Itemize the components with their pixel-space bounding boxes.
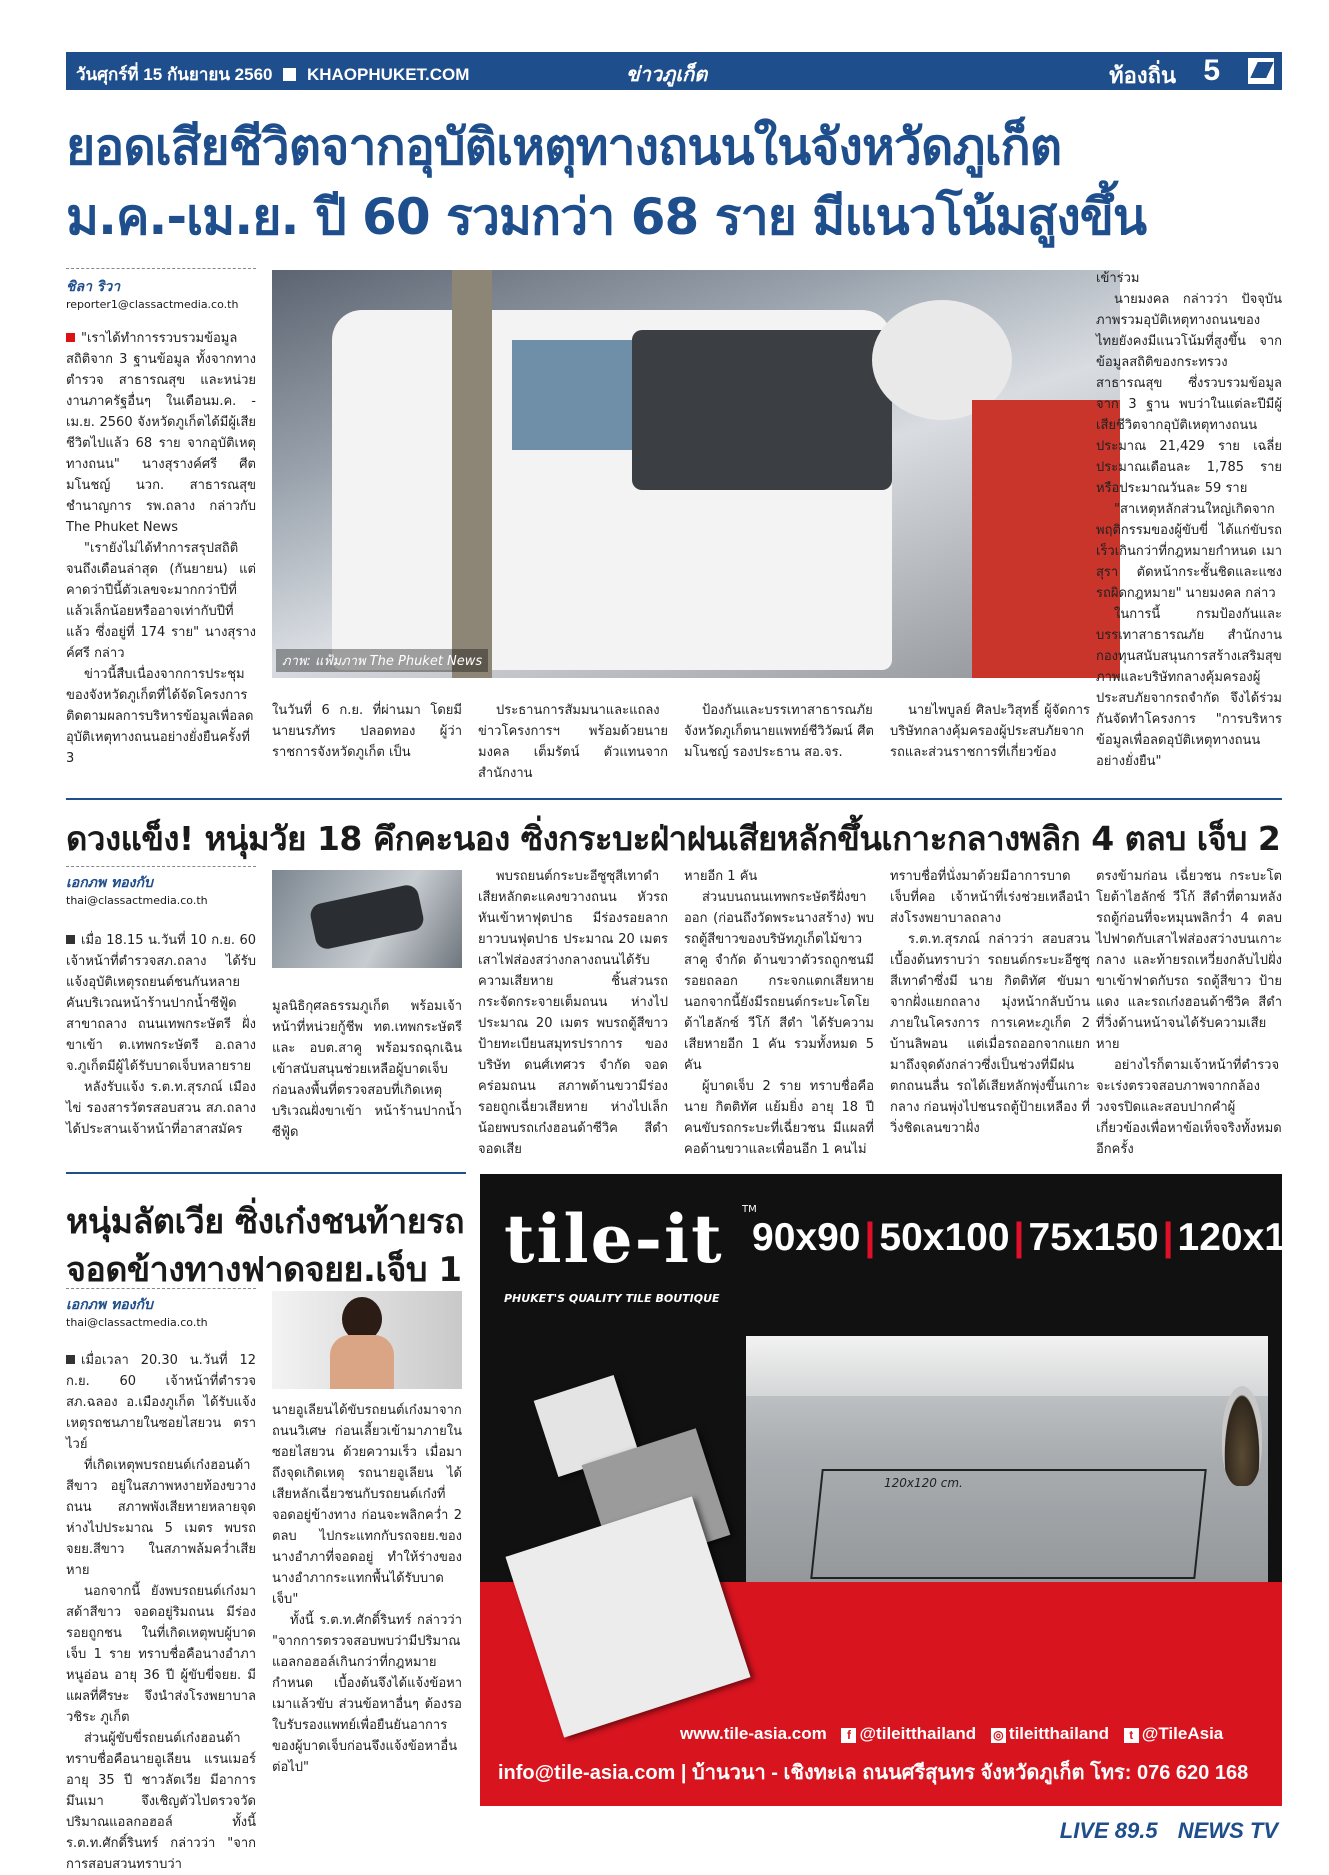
story1-column-2 (272, 700, 462, 763)
story1-column-6 (1096, 268, 1282, 772)
paragraph: ป้องกันและบรรเทาสาธารณภัยจังหวัดภูเก็ตนายแพทย์ชีวิวัฒน์ ศีตมโนชญ์ รองประธาน สอ.จร. (684, 700, 874, 763)
tile-outline (810, 1469, 1207, 1579)
story2-column-6 (1096, 866, 1282, 1160)
facebook-icon: f (841, 1728, 856, 1743)
story2-column-3 (478, 866, 668, 1160)
bullet-icon (66, 935, 75, 944)
section-name: ท้องถิ่น (1109, 58, 1176, 93)
paragraph: ในการนี้ กรมป้องกันและบรรเทาสาธารณภัย สำนักงานกองทุนสนับสนุนการสร้างเสริมสุขภาพและบริษัทกลางคุ้มครองผู้ประสบภัยจากรถจำกัด จึงได้ร่วมกันจัดทำโครงการ "การบริหารข้อมูลเพื่อลดอุบัติเหตุทางถนนอย่างยั่งยืน" (1096, 604, 1282, 772)
website-link[interactable]: www.tile-asia.com (680, 1724, 827, 1743)
author-name: เอกภพ ทองกับ (66, 1294, 208, 1316)
headline-line-1: หนุ่มลัตเวีย ซิ่งเก๋งชนท้ายรถ (66, 1198, 466, 1246)
size-label: 50x100 (879, 1216, 1009, 1259)
square-icon (283, 68, 296, 81)
overturned-truck-photo (272, 870, 462, 968)
story3-column-2 (272, 1400, 462, 1778)
paragraph: ส่วนบนถนนเทพกระษัตรีฝั่งขาออก (ก่อนถึงวัดพระนางสร้าง) พบรถตู้สีขาวของบริษัทภูเก็ตไม้ขาวสาคู จำกัด ด้านขวาตัวรถถูกชนมีรอยถลอก กระจกแตกเสียหาย นอกจากนี้ยังมีรถยนต์กระบะโตโยต้าไฮลักซ์ วีโก้ สีดำ ได้รับความเสียหายอีก 1 คัน รวมทั้งหมด 5 คัน (684, 887, 874, 1076)
ad-tagline: PHUKET'S QUALITY TILE BOUTIQUE (504, 1292, 720, 1305)
paragraph: เข้าร่วม (1096, 268, 1282, 289)
paragraph: ผู้บาดเจ็บ 2 ราย ทราบชื่อคือ นาย กิตติทัศ แย้มยิ่ง อายุ 18 ปี คนขับรถกระบะที่เฉี่ยวชน มีแผลที่คอด้านขวาและเพื่อนอีก 1 คนไม่ (684, 1076, 874, 1160)
paragraph: เมื่อเวลา 20.30 น.วันที่ 12 ก.ย. 60 เจ้าหน้าที่ตำรวจสภ.ฉลอง อ.เมืองภูเก็ต ได้รับแจ้งเหตุรถชนภายในซอยไสยวน ตราไวย์ (66, 1353, 256, 1452)
ad-social-links (680, 1724, 1223, 1744)
story2-column-5 (890, 866, 1090, 1139)
section-divider (66, 798, 1282, 800)
story2-column-4 (684, 866, 874, 1160)
paragraph: นายมงคล กล่าวว่า ปัจจุบันภาพรวมอุบัติเหตุทางถนนของไทยยังคงมีแนวโน้มที่สูงขึ้น จากข้อมูลสถิติของกระทรวงสาธารณสุข ซึ่งรวบรวมข้อมูลจาก 3 ฐาน พบว่าในแต่ละปีมีผู้เสียชีวิตจากอุบัติเหตุทางถนนประมาณ 21,429 ราย เฉลี่ยประมาณเดือนละ 1,785 ราย หรือประมาณวันละ 59 ราย (1096, 289, 1282, 499)
trademark: TM (742, 1204, 757, 1215)
byline (66, 1294, 208, 1329)
author-name: ชิลา ริวา (66, 276, 238, 298)
paragraph: ส่วนผู้ขับขี่รถยนต์เก๋งฮอนด้าทราบชื่อคือนายอูเลียน แรนเมอร์ อายุ 35 ปี ชาวลัตเวีย มีอาการมึนเมา จึงเชิญตัวไปตรวจวัดปริมาณแอลกอฮอล์ ทั้งนี้ ร.ต.ท.ศักดิ์รินทร์ กล่าวว่า "จากการสอบสวนทราบว่า (66, 1728, 256, 1875)
paragraph: พบรถยนต์กระบะอีซูซุสีเทาดำเสียหลักตะแคงขวางถนน หัวรถหันเข้าหาฟุตปาธ มีร่องรอยลากยาวบนฟุตปาธ ประมาณ 20 เมตร เสาไฟส่องสว่างกลางถนนได้รับความเสียหาย ชิ้นส่วนรถกระจัดกระจายเต็มถนน ห่างไปประมาณ 20 เมตร พบรถตู้สีขาวป้ายทะเบียนสมุทรปราการ ของบริษัท ดนศ์เทศวร จำกัด จอดคร่อมถนน สภาพด้านขวามีร่องรอยถูกเฉี่ยวเสียหาย ห่างไปเล็กน้อยพบรถเก๋งฮอนด้าซีวิค สีดำ จอดเสีย (478, 866, 668, 1160)
facebook-link[interactable]: @tileitthailand (859, 1724, 976, 1743)
story3-column-1 (66, 1350, 256, 1875)
story1-column-3 (478, 700, 668, 784)
size-label: 90x90 (752, 1216, 860, 1259)
news-tv-logo: NEWS TV (1178, 1818, 1278, 1843)
story1-column-5 (890, 700, 1090, 763)
header-left (76, 61, 469, 88)
size-label: 75x150 (1028, 1216, 1158, 1259)
byline (66, 872, 208, 907)
size-label: 120x120 (1178, 1216, 1329, 1259)
section-divider (66, 1172, 466, 1174)
paragraph: ในวันที่ 6 ก.ย. ที่ผ่านมา โดยมีนายนรภัทร ปลอดทอง ผู้ว่าราชการจังหวัดภูเก็ต เป็น (272, 700, 462, 763)
paragraph: หลังรับแจ้ง ร.ต.ท.สุรภณ์ เมืองไข่ รองสารวัตรสอบสวน สภ.ถลาง ได้ประสานเจ้าหน้าที่อาสาสมัคร (66, 1077, 256, 1140)
paragraph: เมื่อ 18.15 น.วันที่ 10 ก.ย. 60 เจ้าหน้าที่ตำรวจสภ.ถลาง ได้รับแจ้งอุบัติเหตุรถยนต์ชนกันหลายคันบริเวณหน้าร้านปากน้ำซีฟู้ด สาขาถลาง ถนนเทพกระษัตรี ฝั่งขาเข้า ต.เทพกระษัตรี อ.ถลาง จ.ภูเก็ตมีผู้ได้รับบาดเจ็บหลายราย (66, 933, 256, 1074)
paragraph: ทั้งนี้ ร.ต.ท.ศักดิ์รินทร์ กล่าวว่า "จากการตรวจสอบพบว่ามีปริมาณแอลกอฮอล์เกินกว่าที่กฎหมายกำหนด เบื้องต้นจึงได้แจ้งข้อหาเมาแล้วขับ ส่วนข้อหาอื่นๆ ต้องรอใบรับรองแพทย์เพื่อยืนยันอาการของผู้บาดเจ็บก่อนจึงแจ้งข้อหาอื่นต่อไป" (272, 1610, 462, 1778)
paragraph: "เราได้ทำการรวบรวมข้อมูลสถิติจาก 3 ฐานข้อมูล ทั้งจากทางตำรวจ สาธารณสุข และหน่วยงานภาครัฐอื่นๆ ในเดือนม.ค. - เม.ย. 2560 จังหวัดภูเก็ตได้มีผู้เสียชีวิตไปแล้ว 68 ราย จากอุบัติเหตุทางถนน" นางสุรางค์ศรี ศีตมโนชญ์ นวก. สาธารณสุขชำนาญการ รพ.ถลาง กล่าวกับ The Phuket News (66, 331, 256, 535)
ad-brand-logo: tile-it (504, 1200, 724, 1278)
main-headline (66, 112, 1282, 252)
byline (66, 276, 238, 311)
paragraph: "เรายังไม่ได้ทำการสรุปสถิติจนถึงเดือนล่าสุด (กันยายน) แต่คาดว่าปีนี้ตัวเลขจะมากกว่าปีที่แล้วเล็กน้อยหรืออาจเท่ากับปีที่แล้ว ซึ่งอยู่ที่ 174 ราย" นางสุรางค์ศรี กล่าว (66, 538, 256, 664)
masthead-logo: ข่าวภูเก็ต (626, 58, 707, 90)
paragraph: มูลนิธิกุศลธรรมภูเก็ต พร้อมเจ้าหน้าที่หน่วยกู้ชีพ ทต.เทพกระษัตรี และ อบต.สาคู พร้อมรถฉุกเฉิน เข้าสนับสนุนช่วยเหลือผู้บาดเจ็บ ก่อนลงพื้นที่ตรวจสอบที่เกิดเหตุบริเวณฝั่งขาเข้า หน้าร้านปากน้ำซีฟู้ด (272, 996, 462, 1143)
headline-line-2: จอดข้างทางฟาดจยย.เจ็บ 1 (66, 1246, 466, 1294)
story3-headline (66, 1198, 466, 1294)
author-email[interactable]: thai@classactmedia.co.th (66, 894, 208, 907)
vase-image (1222, 1386, 1262, 1486)
author-email[interactable]: thai@classactmedia.co.th (66, 1316, 208, 1329)
paragraph: ข่าวนี้สืบเนื่องจากการประชุมของจังหวัดภูเก็ตที่ได้จัดโครงการติดตามผลการบริหารข้อมูลเพื่อลดอุบัติเหตุทางถนนอย่างยั่งยืนครั้งที่ 3 (66, 664, 256, 769)
bullet-icon (66, 1355, 75, 1364)
story2-headline: ดวงแข็ง! หนุ่มวัย 18 คึกคะนอง ซิ่งกระบะฝ่าฝนเสียหลักขึ้นเกาะกลางพลิก 4 ตลบ เจ็บ 2 (66, 812, 1282, 865)
page-number: 5 (1203, 54, 1220, 88)
accident-photo (272, 270, 1120, 678)
paragraph: หายอีก 1 คัน (684, 866, 874, 887)
tile-it-advertisement[interactable] (480, 1174, 1282, 1806)
paragraph: นอกจากนี้ ยังพบรถยนต์เก๋งมาสด้าสีขาว จอดอยู่ริมถนน มีร่องรอยถูกชน ในที่เกิดเหตุพบผู้บาดเจ็บ 1 ราย ทราบชื่อคือนางอำภา หนูอ่อน อายุ 36 ปี ผู้ขับขี่จยย. มีแผลที่ศีรษะ จึงนำส่งโรงพยาบาลวชิระ ภูเก็ต (66, 1581, 256, 1728)
ad-contact: info@tile-asia.com | บ้านวนา - เชิงทะเล ถนนศรีสุนทร จังหวัดภูเก็ต โทร: 076 620 168 (498, 1756, 1248, 1788)
byline-rule (66, 1288, 256, 1289)
author-email[interactable]: reporter1@classactmedia.co.th (66, 298, 238, 311)
story2-column-1 (66, 930, 256, 1140)
injured-man-photo (272, 1291, 462, 1389)
story1-column-4 (684, 700, 874, 763)
page-header (66, 52, 1282, 90)
story1-column-1 (66, 328, 256, 769)
tile-dimension-label: 120x120 cm. (884, 1476, 963, 1490)
twitter-icon: t (1124, 1728, 1139, 1743)
story2-column-2 (272, 996, 462, 1143)
corner-mark-icon (1240, 52, 1282, 90)
instagram-icon: ◎ (991, 1728, 1006, 1743)
byline-rule (66, 268, 256, 269)
live-radio-logo: LIVE 89.5 (1060, 1818, 1158, 1843)
headline-line-1: ยอดเสียชีวิตจากอุบัติเหตุทางถนนในจังหวัดภูเก็ต (66, 112, 1282, 182)
headline-line-2: ม.ค.-เม.ย. ปี 60 รวมกว่า 68 ราย มีแนวโน้มสูงขึ้น (66, 182, 1282, 252)
twitter-link[interactable]: @TileAsia (1142, 1724, 1223, 1743)
paragraph: นายไพบูลย์ ศิลปะวิสุทธิ์ ผู้จัดการบริษัทกลางคุ้มครองผู้ประสบภัยจากรถและส่วนราชการที่เกี่ยวข้อง (890, 700, 1090, 763)
site-link[interactable]: KHAOPHUKET.COM (307, 65, 469, 84)
paragraph: อย่างไรก็ตามเจ้าหน้าที่ตำรวจจะเร่งตรวจสอบภาพจากกล้องวงจรปิดและสอบปากคำผู้เกี่ยวข้องเพื่อหาข้อเท็จจริงทั้งหมดอีกครั้ง (1096, 1055, 1282, 1160)
author-name: เอกภพ ทองกับ (66, 872, 208, 894)
instagram-link[interactable]: tileitthailand (1009, 1724, 1109, 1743)
footer-logos (1060, 1818, 1278, 1844)
paragraph: ทราบชื่อที่นั่งมาด้วยมีอาการบาดเจ็บที่คอ เจ้าหน้าที่เร่งช่วยเหลือนำส่งโรงพยาบาลถลาง (890, 866, 1090, 929)
paragraph: ตรงข้ามก่อน เฉี่ยวชน กระบะโตโยต้าไฮลักซ์ วีโก้ สีดำที่ตามหลังรถตู้ก่อนที่จะหมุนพลิกว่ำ 4 ตลบ ไปฟาดกับเสาไฟส่องสว่างบนเกาะกลาง และท้ายรถเหวี่ยงกลับไปฝั่งขาเข้าฟาดกับรถ รถตู้สีขาว ป้ายแดง และรถเก๋งฮอนด้าซีวิค สีดำ ที่วิ่งด้านหน้าจนได้รับความเสียหาย (1096, 866, 1282, 1055)
tile-sizes: 90x90 | 50x100 | 75x150 | 120x120 (752, 1216, 1329, 1260)
issue-date: วันศุกร์ที่ 15 กันยายน 2560 (76, 65, 273, 84)
paragraph: "สาเหตุหลักส่วนใหญ่เกิดจากพฤติกรรมของผู้ขับขี่ ได้แก่ขับรถเร็วเกินกว่าที่กฎหมายกำหนด เมาสุรา ตัดหน้ากระชั้นชิดและแซงรถผิดกฎหมาย" นายมงคล กล่าว (1096, 499, 1282, 604)
paragraph: ร.ต.ท.สุรภณ์ กล่าวว่า สอบสวนเบื้องต้นทราบว่า รถยนต์กระบะอีซูซุสีเทาดำซึ่งมี นาย กิตติทัศ ขับมาจากฝั่งแยกถลาง มุ่งหน้ากลับบ้านภายในโครงการ การเคหะภูเก็ต 2 บ้านลิพอน แต่เมื่อรถออกจากแยกมาถึงจุดดังกล่าวซึ่งเป็นช่วงที่มีฝนตกถนนลื่น รถได้เสียหลักพุ่งขึ้นเกาะกลาง ก่อนพุ่งไปชนรถตู้ป้ายเหลือง ที่วิ่งชิดเลนขวาฝั่ง (890, 929, 1090, 1139)
bullet-icon (66, 333, 75, 342)
paragraph: ประธานการสัมมนาและแถลงข่าวโครงการฯ พร้อมด้วยนายมงคล เต็มรัตน์ ตัวแทนจากสำนักงาน (478, 700, 668, 784)
paragraph: นายอูเลียนได้ขับรถยนต์เก๋งมาจากถนนวิเศษ ก่อนเลี้ยวเข้ามาภายในซอยไสยวน ด้วยความเร็ว เมื่อมาถึงจุดเกิดเหตุ รถนายอูเลียน ได้เสียหลักเฉี่ยวชนกับรถยนต์เก๋งที่จอดอยู่ข้างทาง ก่อนจะพลิกคว่ำ 2 ตลบ ไปกระแทกกับรถจยย.ของนางอำภาที่จอดอยู่ ทำให้ร่างของนางอำภากระแทกพื้นได้รับบาดเจ็บ" (272, 1400, 462, 1610)
photo-caption: ภาพ: แฟ้มภาพ The Phuket News (276, 649, 488, 672)
byline-rule (66, 866, 256, 867)
paragraph: ที่เกิดเหตุพบรถยนต์เก๋งฮอนด้าสีขาว อยู่ในสภาพหงายท้องขวางถนน สภาพพังเสียหายหลายจุด ห่างไปประมาณ 5 เมตร พบรถ จยย.สีขาว ในสภาพล้มคว่ำเสียหาย (66, 1455, 256, 1581)
